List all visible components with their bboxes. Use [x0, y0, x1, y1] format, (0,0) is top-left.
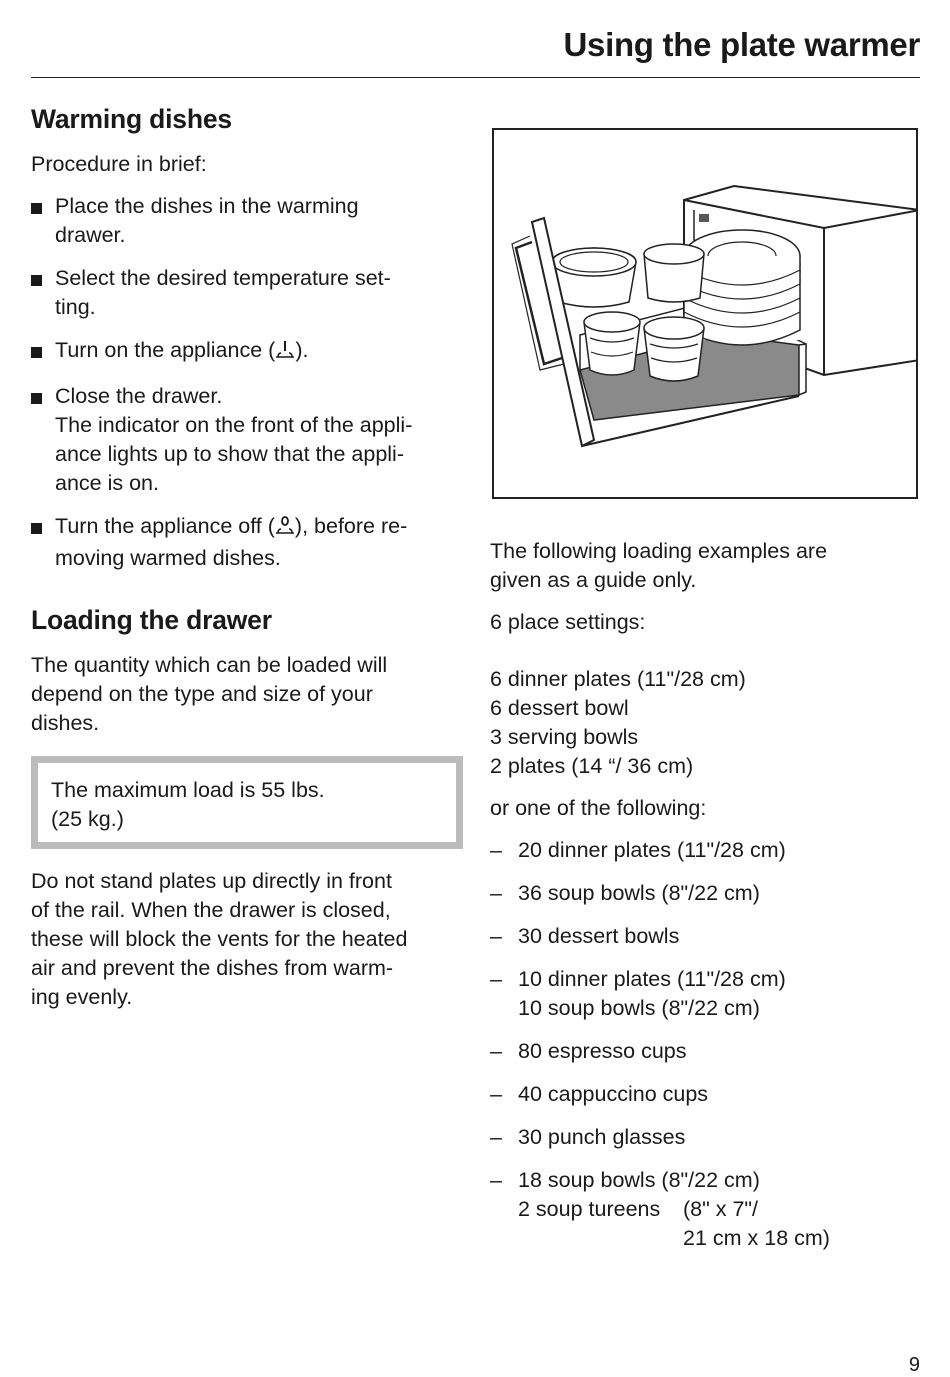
square-bullet-icon	[31, 203, 42, 214]
square-bullet-icon	[31, 275, 42, 286]
item-text: 30 dessert bowls	[518, 924, 680, 948]
left-column	[31, 102, 463, 1012]
item-text: 40 cappuccino cups	[518, 1082, 709, 1106]
paragraph-line: depend on the type and size of your	[31, 682, 373, 706]
step-text: Turn the appliance off (	[55, 514, 275, 538]
list-item: 6 dinner plates (11"/28 cm)	[490, 667, 746, 691]
list-item: 3 serving bowls	[490, 725, 639, 749]
procedure-steps	[31, 192, 463, 573]
note-text	[51, 776, 442, 834]
list-item: 2 plates (14 “/ 36 cm)	[490, 754, 694, 778]
power-off-icon	[275, 514, 295, 544]
warning-paragraph	[31, 867, 463, 1012]
title-divider	[31, 77, 920, 78]
item-text: 30 punch glasses	[518, 1125, 686, 1149]
list-item	[490, 1123, 920, 1152]
list-item	[490, 922, 920, 951]
step-text: Close the drawer.	[55, 384, 223, 408]
or-label: or one of the following:	[490, 796, 707, 820]
note-line: (25 kg.)	[51, 807, 124, 831]
item-text: 18 soup bowls (8"/22 cm)	[518, 1168, 760, 1192]
list-item: 6 dessert bowl	[490, 696, 629, 720]
step-text: drawer.	[55, 223, 126, 247]
tureen-row	[518, 1224, 920, 1253]
item-text: 20 dinner plates (11"/28 cm)	[518, 838, 786, 862]
alternatives-list	[490, 836, 920, 1253]
paragraph-line: air and prevent the dishes from warm-	[31, 956, 394, 980]
dash-bullet: –	[490, 1039, 502, 1063]
paragraph-line: given as a guide only.	[490, 568, 697, 592]
step-item	[31, 264, 463, 322]
paragraph-line: The following loading examples are	[490, 539, 828, 563]
square-bullet-icon	[31, 393, 42, 404]
paragraph-line: dishes.	[31, 711, 100, 735]
step-text: moving warmed dishes.	[55, 546, 281, 570]
dash-bullet: –	[490, 1168, 502, 1192]
item-text: 2 soup tureens	[518, 1197, 661, 1221]
paragraph-line: Do not stand plates up directly in front	[31, 869, 392, 893]
step-text: ting.	[55, 295, 96, 319]
step-item	[31, 336, 463, 368]
list-item	[490, 965, 920, 1023]
section-heading-loading: Loading the drawer	[31, 605, 272, 635]
power-on-icon	[275, 338, 295, 368]
paragraph-line: ing evenly.	[31, 985, 133, 1009]
page-title: Using the plate warmer	[563, 26, 920, 63]
warming-drawer-illustration	[492, 128, 918, 499]
step-text: The indicator on the front of the appli-	[55, 413, 413, 437]
step-text: Turn on the appliance (	[55, 338, 276, 362]
max-load-note	[31, 756, 463, 849]
paragraph-line: The quantity which can be loaded will	[31, 653, 388, 677]
step-item	[31, 512, 463, 573]
dash-bullet: –	[490, 1082, 502, 1106]
dash-bullet: –	[490, 967, 502, 991]
list-item	[490, 1080, 920, 1109]
list-item	[490, 1037, 920, 1066]
dash-bullet: –	[490, 924, 502, 948]
paragraph-line: of the rail. When the drawer is closed,	[31, 898, 391, 922]
item-text: 21 cm x 18 cm)	[683, 1226, 830, 1250]
item-text: 10 soup bowls (8"/22 cm)	[518, 996, 760, 1020]
paragraph-line: these will block the vents for the heated	[31, 927, 408, 951]
loading-paragraph	[31, 651, 463, 738]
step-text: ), before re-	[294, 514, 408, 538]
item-text: 80 espresso cups	[518, 1039, 687, 1063]
note-line: The maximum load is 55 lbs.	[51, 778, 325, 802]
step-text: Select the desired temperature set-	[55, 266, 391, 290]
step-text: ).	[295, 338, 309, 362]
step-text: ance lights up to show that the appli-	[55, 442, 404, 466]
step-text: Place the dishes in the warming	[55, 194, 359, 218]
step-text: ance is on.	[55, 471, 159, 495]
item-text: (8" x 7"/	[683, 1197, 759, 1221]
procedure-intro: Procedure in brief:	[31, 152, 207, 176]
examples-intro	[490, 537, 920, 595]
list-item	[490, 836, 920, 865]
list-item	[490, 879, 920, 908]
spacer	[518, 1224, 683, 1253]
list-item	[490, 1166, 920, 1253]
page-number: 9	[908, 1354, 920, 1376]
square-bullet-icon	[31, 523, 42, 534]
square-bullet-icon	[31, 347, 42, 358]
dash-bullet: –	[490, 1125, 502, 1149]
tureen-row	[518, 1195, 920, 1224]
right-column	[490, 537, 920, 1267]
section-heading-warming: Warming dishes	[31, 104, 232, 134]
item-text: 36 soup bowls (8"/22 cm)	[518, 881, 760, 905]
dash-bullet: –	[490, 881, 502, 905]
item-text: 10 dinner plates (11"/28 cm)	[518, 967, 786, 991]
six-place-list	[490, 665, 920, 781]
six-place-label: 6 place settings:	[490, 610, 646, 634]
step-item	[31, 192, 463, 250]
step-item	[31, 382, 463, 498]
dash-bullet: –	[490, 838, 502, 862]
